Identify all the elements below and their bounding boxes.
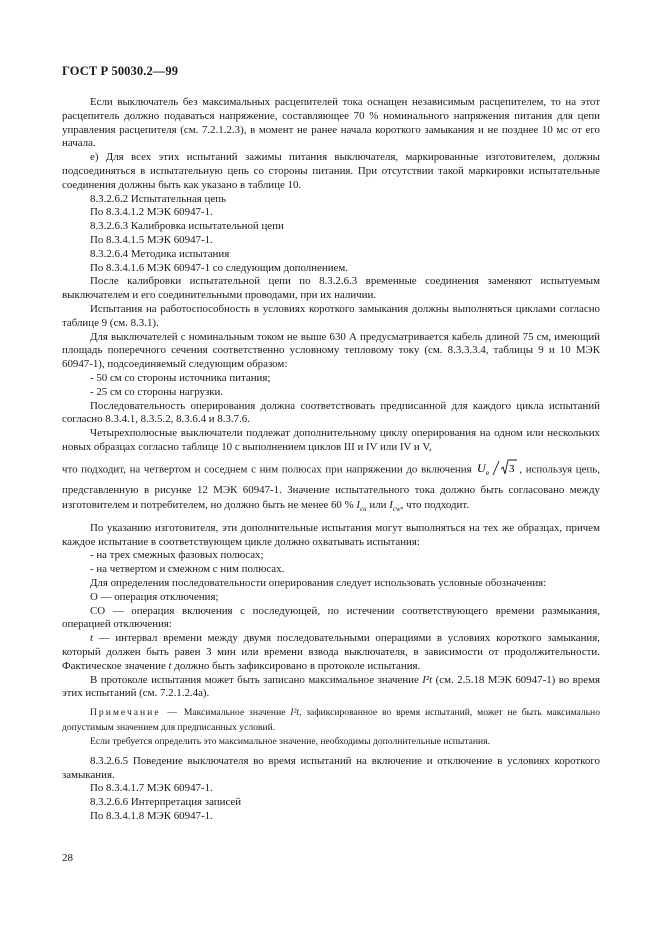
- sqrt3-symbol: 3: [509, 462, 515, 475]
- ue-symbol: U: [477, 460, 486, 475]
- document-body: [62, 96, 600, 824]
- paragraph: По 8.3.4.1.8 МЭК 60947-1.: [90, 809, 213, 822]
- section-heading: 8.3.2.6.3 Калибровка испытательной цепи: [90, 220, 284, 233]
- note-paragraph: Примечание — Максимальное значение I²t, зафиксированное во время испытаний, может не быть максимально допустимым значением для предписанных условий.: [62, 707, 600, 733]
- formula-mid-text: используя цепь, представленную в рисунке 12 МЭК 60947-1. Значение испытательного тока должно быть согласовано между изготовителем и потребителем, но должно быть не менее 60 %: [62, 463, 600, 511]
- formula-lead-text: что подходит, на четвертом и соседнем с ним полюсах при напряжении до включения: [62, 463, 472, 476]
- ue-over-sqrt3-formula: [475, 457, 519, 479]
- icu-symbol: $I_{cu}$: [356, 498, 367, 513]
- paragraph: Для выключателей с номинальным током не выше 630 А предусматривается кабель длиной 75 см, имеющий площадь поперечного сечения соответственно условному тепловому току (см. 8.3.3.3.4, таблицы 9 и 10 МЭК 60947-1), подсоединяемый следующим образом:: [62, 330, 600, 371]
- paragraph: После калибровки испытательной цепи по 8.3.2.6.3 временные соединения заменяют испытуемым выключателем и его соединительными проводами, при их наличии.: [62, 275, 600, 302]
- icw-symbol: $I_{cw}$: [389, 498, 401, 513]
- i2t-symbol: I²t: [422, 673, 433, 686]
- paragraph: Испытания на работоспособность в условиях короткого замыкания должны выполняться циклами согласно таблице 9 (см. 8.3.1).: [62, 302, 600, 329]
- formula-or-text: или: [369, 498, 387, 511]
- note-label: Примечание —: [90, 707, 179, 719]
- page-number: 28: [62, 852, 73, 864]
- paragraph-formula: что подходит, на четвертом и соседнем с ним полюсах при напряжении до включения U e 3 , используя цепь, представленную в рисунке 12 МЭК 60947-1. Значение испытательного тока должно быть согласовано между изготовителем и потребителем, но должно быть не менее 60 % $I_{cu}$ или $I_{cw}$, что подходит.: [62, 457, 600, 517]
- list-item: - на трех смежных фазовых полюсах;: [90, 549, 264, 562]
- t-symbol: t: [168, 659, 172, 672]
- paragraph: В протоколе испытания может быть записано максимальное значение I²t (см. 2.5.18 МЭК 60947-1) во время этих испытаний (см. 7.2.1.2.4а).: [62, 673, 600, 700]
- section-heading: 8.3.2.6.6 Интерпретация записей: [90, 796, 242, 809]
- paragraph: По 8.3.4.1.2 МЭК 60947-1.: [90, 206, 213, 219]
- ue-subscript: e: [486, 468, 490, 477]
- list-item: - 25 см со стороны нагрузки.: [90, 385, 224, 398]
- document-header: ГОСТ Р 50030.2—99: [62, 64, 179, 78]
- section-heading: 8.3.2.6.5 Поведение выключателя во время испытаний на включение и отключение в условиях короткого замыкания.: [62, 754, 600, 781]
- paragraph: По 8.3.4.1.7 МЭК 60947-1.: [90, 782, 213, 795]
- paragraph: Если выключатель без максимальных расцепителей тока оснащен независимым расцепителем, то на этот расцепитель должно подаваться напряжение, составляющее 70 % номинального напряжения питания для цепи управления расцепителя (см. 7.2.1.2.3), в момент не ранее начала короткого замыкания и не позднее 10 мс от его начала.: [62, 96, 600, 150]
- list-item: - на четвертом и смежном с ним полюсах.: [90, 563, 285, 576]
- formula-end-text: , что подходит.: [400, 498, 470, 511]
- paragraph: По указанию изготовителя, эти дополнительные испытания могут выполняться на тех же образцах, причем каждое испытание в соответствующем цикле должно охватывать испытания:: [62, 521, 600, 548]
- paragraph: По 8.3.4.1.5 МЭК 60947-1.: [90, 233, 213, 246]
- i2t-symbol: I²t: [290, 707, 300, 719]
- note-paragraph: Если требуется определить это максимальное значение, необходимы дополнительные испытания.: [90, 736, 490, 748]
- list-item: - 50 см со стороны источника питания;: [90, 371, 271, 384]
- paragraph: СО — операция включения с последующей, по истечении соответствующего времени размыкания, операцией отключения:: [62, 604, 600, 631]
- paragraph: Последовательность оперирования должна соответствовать предписанной для каждого цикла испытаний согласно 8.3.4.1, 8.3.5.2, 8.3.6.4 и 8.3.7.6.: [62, 399, 600, 426]
- paragraph: По 8.3.4.1.6 МЭК 60947-1 со следующим дополнением.: [90, 261, 348, 274]
- section-heading: 8.3.2.6.2 Испытательная цепь: [90, 192, 226, 205]
- section-heading: 8.3.2.6.4 Методика испытания: [90, 247, 230, 260]
- paragraph: Для определения последовательности оперирования следует использовать условные обозначения:: [90, 577, 547, 590]
- paragraph: е) Для всех этих испытаний зажимы питания выключателя, маркированные изготовителем, должны подсоединяться в испытательную цепь со стороны питания. При отсутствии такой маркировки испытательные соединения должны быть как указано в таблице 10.: [62, 151, 600, 191]
- paragraph: t — интервал времени между двумя последовательными операциями в условиях короткого замыкания, который должен быть равен 3 мин или времени взвода выключателя, в зависимости от продолжительности. Фактическое значение t должно быть зафиксировано в протоколе испытания.: [62, 632, 600, 672]
- t-symbol: t: [90, 632, 94, 645]
- voltage-formula: [475, 457, 519, 483]
- paragraph: Четырехполюсные выключатели подлежат дополнительному циклу оперирования на одном или нескольких новых образцах согласно таблице 10 с выполнением циклов III и IV или IV и V,: [62, 427, 600, 453]
- paragraph: О — операция отключения;: [90, 590, 219, 603]
